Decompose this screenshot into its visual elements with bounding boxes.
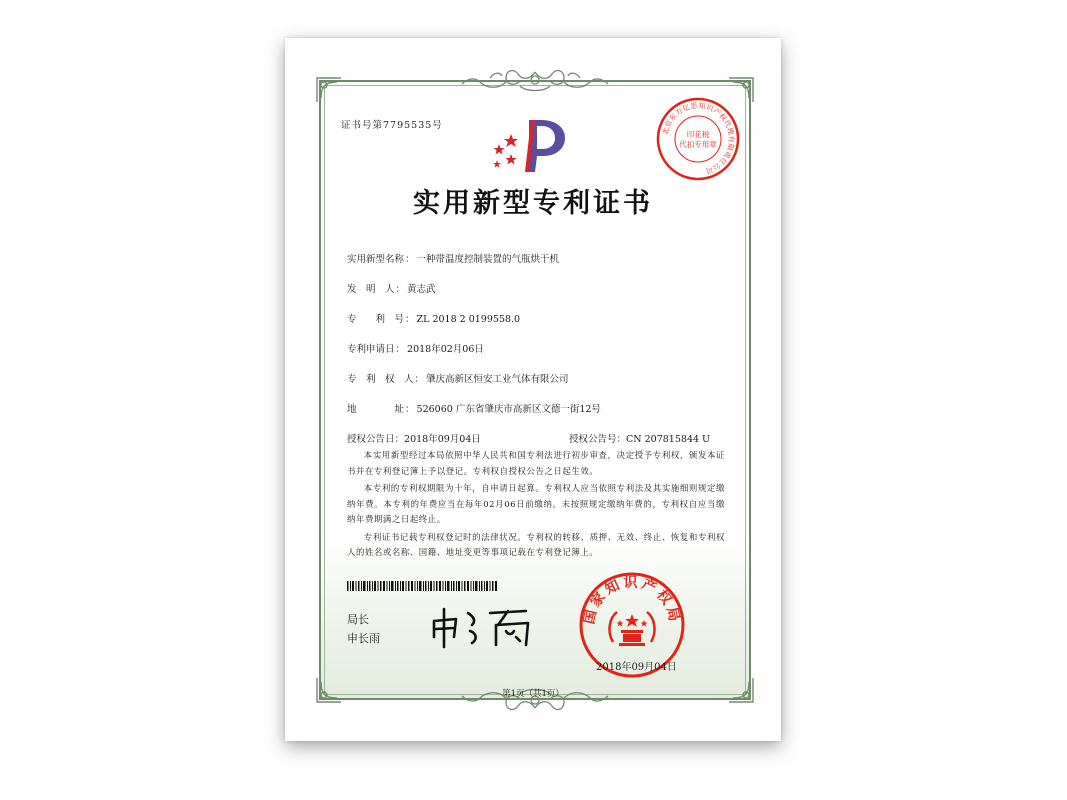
top-ornament-icon (460, 68, 610, 96)
patent-office-emblem-icon (485, 116, 575, 174)
field-grant-number: 授权公告号：CN 207815844 U (569, 434, 711, 445)
certificate-sheet (285, 38, 781, 741)
field-address: 地 址： 526060 广东省肇庆市高新区文德一街12号 (347, 404, 601, 415)
field-application-date: 专利申请日： 2018年02月06日 (347, 344, 484, 355)
body-paragraph: 专利证书记载专利权登记时的法律状况。专利权的转移、质押、无效、终止、恢复和专利权人的姓名或名称、国籍、地址变更等事项记载在专利登记簿上。 (347, 531, 725, 557)
field-value: 2018年02月06日 (407, 344, 484, 355)
corner-ornament-icon (315, 76, 343, 104)
signatory-title: 局长 (347, 613, 369, 626)
body-paragraph: 本专利的专利权期限为十年，自申请日起算。专利权人应当依照专利法及其实施细则规定缴纳年费。本专利的年费应当在每年02月06日前缴纳。未按照规定缴纳年费的，专利权自应当缴纳年费期满之日起终止。 (347, 483, 725, 524)
svg-text:代扣专用章: 代扣专用章 (679, 140, 717, 149)
field-inventor: 发 明 人： 黄志武 (347, 284, 436, 295)
certificate-number: 证书号第7795535号 (341, 120, 443, 131)
official-seal-text: 国家知识产权局 (581, 575, 683, 626)
svg-text:印花税: 印花税 (686, 130, 710, 139)
barcode-icon (347, 581, 497, 591)
field-value: ZL 2018 2 0199558.0 (416, 314, 521, 325)
handwritten-signature-icon (428, 603, 538, 651)
field-patentee: 专 利 权 人： 肇庆高新区恒安工业气体有限公司 (347, 374, 569, 385)
body-paragraph: 本实用新型经过本局依照中华人民共和国专利法进行初步审查，决定授予专利权，颁发本证书并在专利登记簿上予以登记。专利权自授权公告之日起生效。 (347, 450, 725, 476)
page-indicator: 第1页（共1页） (502, 689, 564, 699)
tax-stamp-ring-text: 北京东方亿思知识产权代理有限责任公司 (661, 101, 736, 176)
field-value: 一种带温度控制装置的气瓶烘干机 (416, 254, 560, 265)
signatory-name: 申长雨 (347, 632, 380, 645)
field-grant-date: 授权公告日：2018年09月04日 (347, 434, 481, 445)
field-value: 526060 广东省肇庆市高新区文德一街12号 (416, 404, 601, 415)
field-value: 肇庆高新区恒安工业气体有限公司 (426, 374, 569, 385)
field-patent-number: 专 利 号： ZL 2018 2 0199558.0 (347, 314, 521, 325)
field-value: 黄志武 (407, 284, 436, 295)
issue-date: 2018年09月04日 (596, 662, 677, 673)
certificate-title: 实用新型专利证书 (413, 188, 653, 219)
tax-stamp-seal-icon (655, 96, 741, 182)
field-utility-model-name: 实用新型名称： 一种带温度控制装置的气瓶烘干机 (347, 254, 560, 265)
certificate-body-text (347, 448, 725, 563)
